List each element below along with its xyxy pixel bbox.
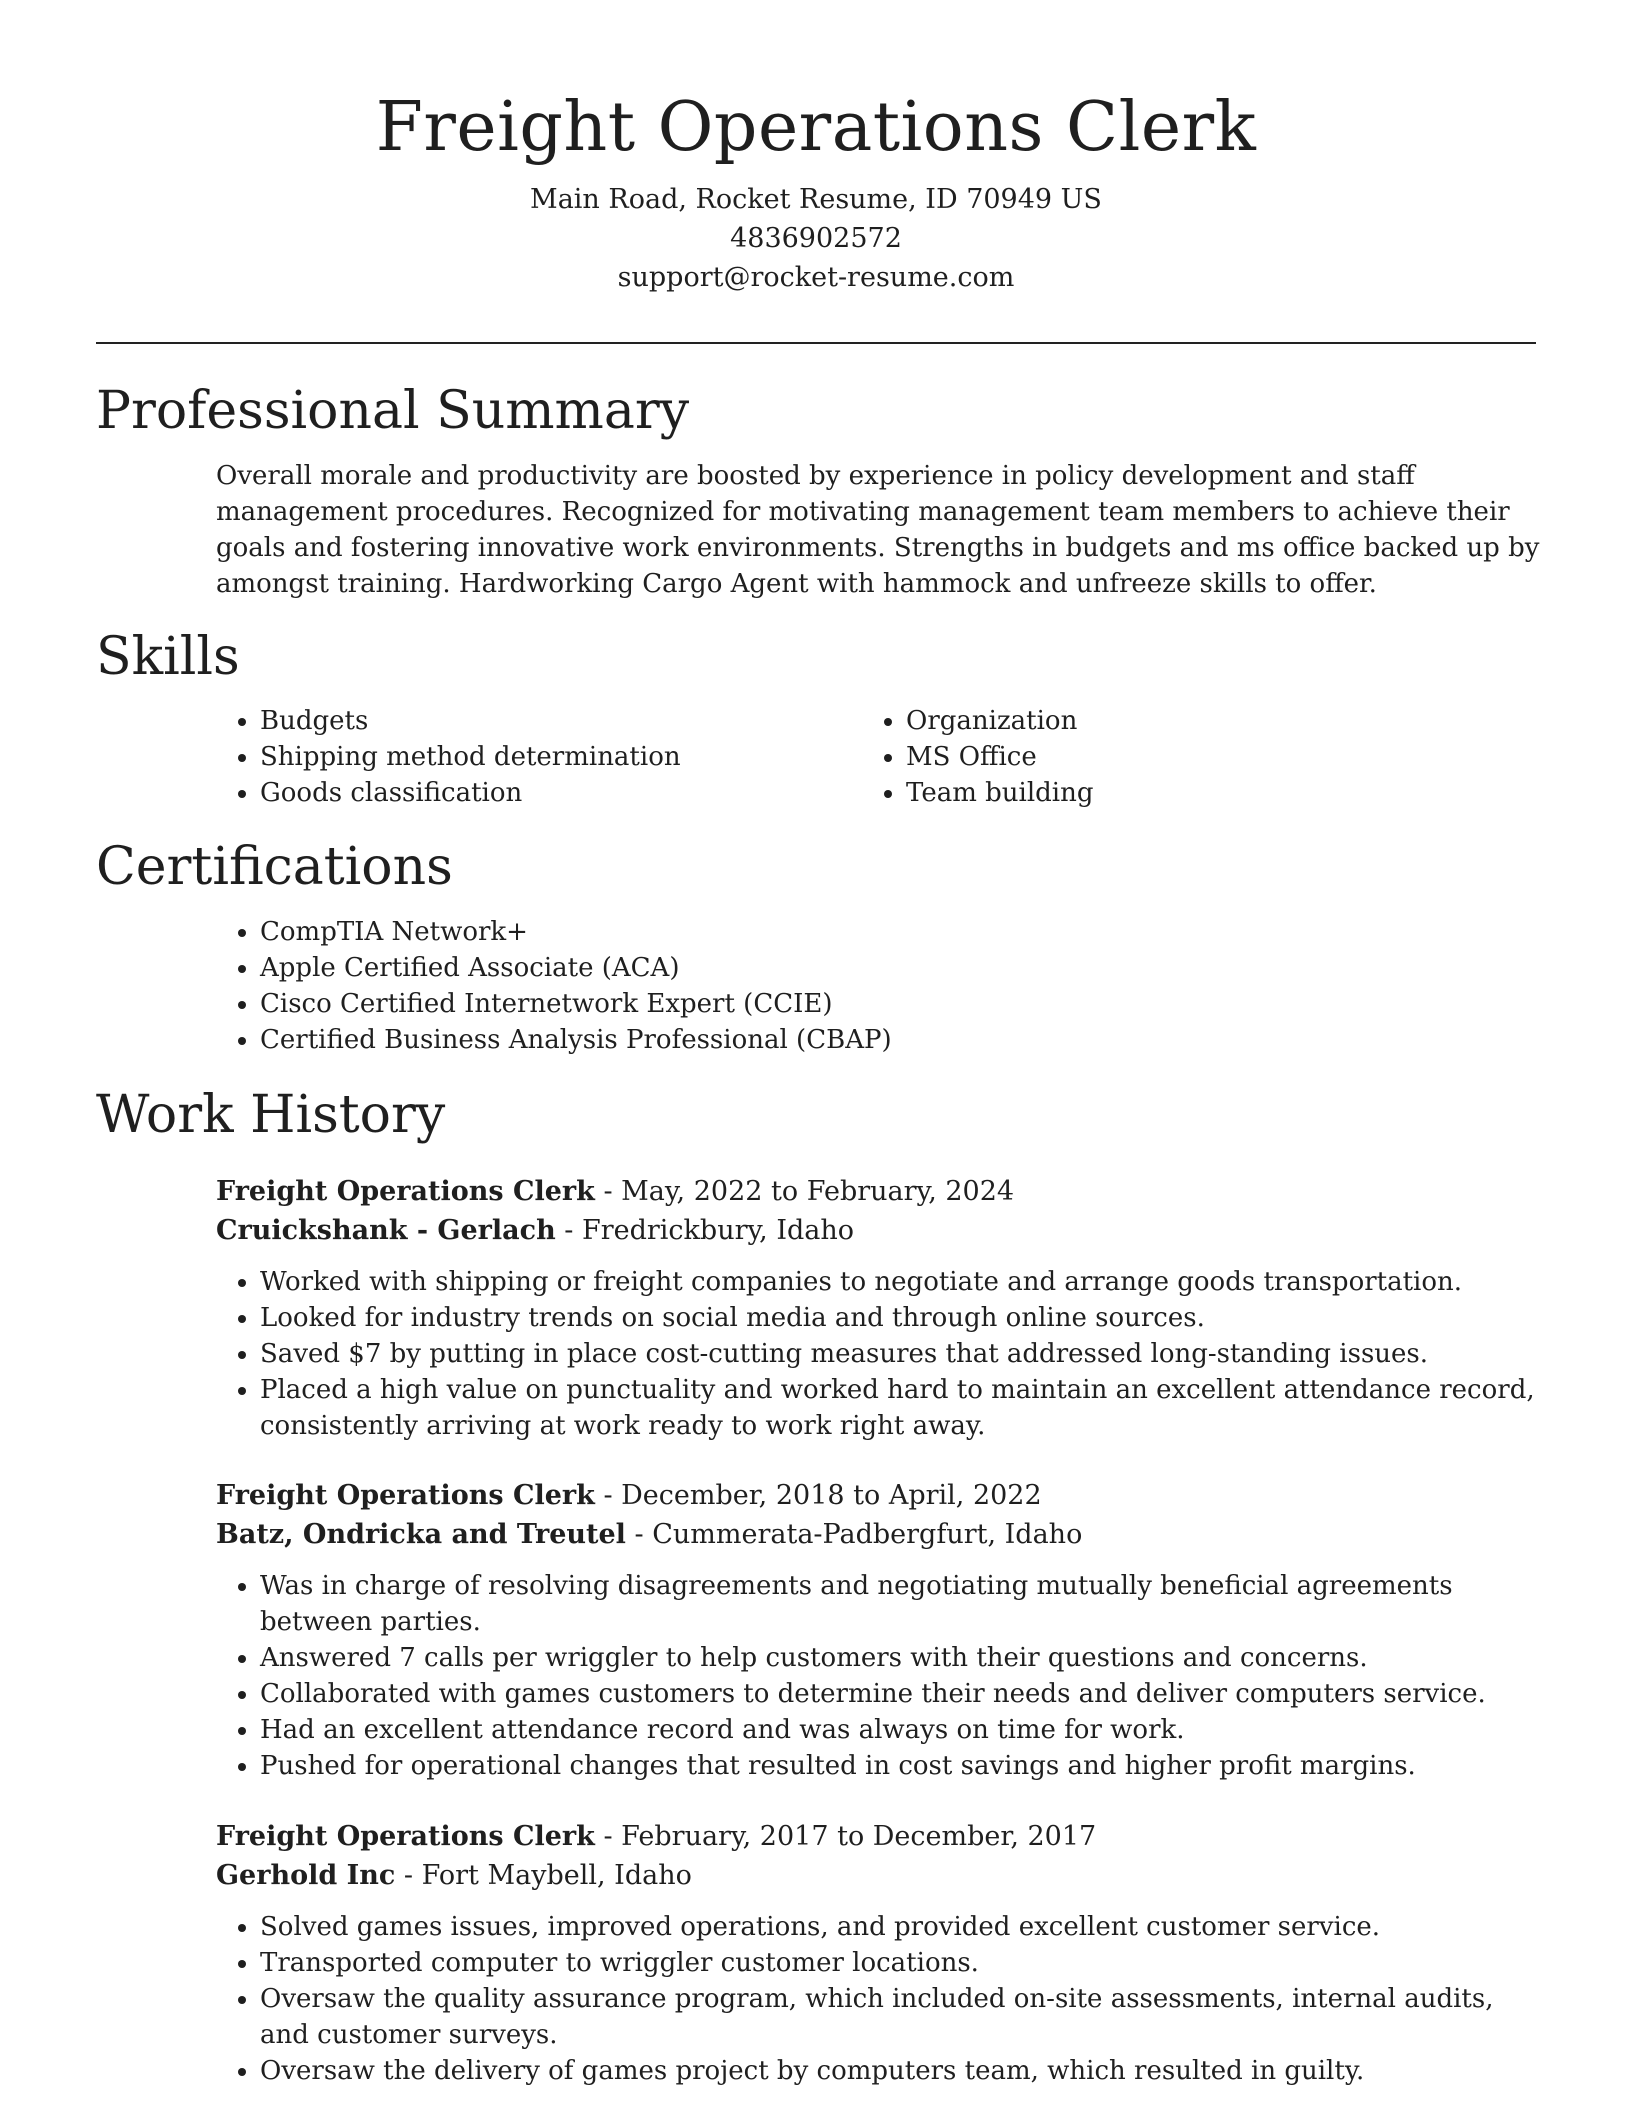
job-entry (216, 1817, 1546, 2089)
summary-text: Overall morale and productivity are boosted by experience in policy development and staff management procedures. Recognized for motivating management team members to achieve their goals and fostering innovative work environments. Strengths in budgets and ms office backed up by amongst training. Hardworking Cargo Agent with hammock and unfreeze skills to offer. (216, 461, 1540, 599)
list-item: • MS Office (906, 739, 1482, 775)
job-location: - Cummerata-Padbergfurt, Idaho (625, 1519, 1083, 1550)
list-item: • Shipping method determination (260, 739, 836, 775)
job-company-line (216, 1515, 1546, 1554)
list-item: • Pushed for operational changes that resulted in cost savings and higher profit margins. (260, 1748, 1546, 1784)
job-dates: - February, 2017 to December, 2017 (594, 1821, 1097, 1852)
list-item: • Collaborated with games customers to determine their needs and deliver computers service. (260, 1676, 1546, 1712)
job-company: Cruickshank - Gerlach (216, 1215, 556, 1246)
list-item: • Saved $7 by putting in place cost-cutting measures that addressed long-standing issues. (260, 1336, 1546, 1372)
contact-phone: 4836902572 (730, 223, 902, 254)
list-item: • Organization (906, 703, 1482, 739)
list-item: • Oversaw the delivery of games project by computers team, which resulted in guilty. (260, 2053, 1546, 2089)
header-divider (96, 342, 1536, 344)
job-title-line (216, 1172, 1546, 1211)
summary-body (216, 458, 1546, 602)
list-item: • Certified Business Analysis Professional (CBAP) (260, 1022, 1546, 1058)
list-item: • Placed a high value on punctuality and worked hard to maintain an excellent attendance record, consistently arriving at work ready to work right away. (260, 1372, 1546, 1444)
list-item: • Team building (906, 775, 1482, 811)
job-title-line (216, 1476, 1546, 1515)
list-item: • Looked for industry trends on social media and through online sources. (260, 1300, 1546, 1336)
contact-block (0, 180, 1632, 297)
skills-column-left (216, 703, 836, 811)
section-title-certifications: Certifications (96, 837, 453, 897)
section-title-skills: Skills (96, 627, 240, 687)
job-company-line (216, 1211, 1546, 1250)
job-entry (216, 1172, 1546, 1444)
skills-list-right (862, 703, 1482, 811)
job-title: Freight Operations Clerk (216, 1176, 595, 1207)
list-item: • Budgets (260, 703, 836, 739)
job-dates: - December, 2018 to April, 2022 (594, 1480, 1042, 1511)
list-item: • Answered 7 calls per wriggler to help customers with their questions and concerns. (260, 1640, 1546, 1676)
list-item: • Solved games issues, improved operations, and provided excellent customer service. (260, 1909, 1546, 1945)
job-title: Freight Operations Clerk (216, 1821, 595, 1852)
job-location: - Fort Maybell, Idaho (395, 1860, 692, 1891)
job-bullets (216, 1264, 1546, 1444)
job-title: Freight Operations Clerk (216, 1480, 595, 1511)
section-title-summary: Professional Summary (96, 381, 690, 441)
contact-address: Main Road, Rocket Resume, ID 70949 US (530, 184, 1102, 215)
list-item: • Was in charge of resolving disagreements and negotiating mutually beneficial agreements between parties. (260, 1568, 1546, 1640)
skills-column-right (862, 703, 1482, 811)
job-entry (216, 1476, 1546, 1784)
job-company: Gerhold Inc (216, 1860, 396, 1891)
contact-email: support@rocket-resume.com (617, 262, 1015, 293)
job-company-line (216, 1856, 1546, 1895)
job-title-line (216, 1817, 1546, 1856)
resume-header (0, 0, 1632, 297)
job-location: - Fredrickbury, Idaho (555, 1215, 855, 1246)
skills-list-left (216, 703, 836, 811)
list-item: • Transported computer to wriggler customer locations. (260, 1945, 1546, 1981)
list-item: • Cisco Certified Internetwork Expert (CCIE) (260, 986, 1546, 1022)
job-bullets (216, 1568, 1546, 1784)
job-dates: - May, 2022 to February, 2024 (594, 1176, 1015, 1207)
list-item: • Goods classification (260, 775, 836, 811)
job-company: Batz, Ondricka and Treutel (216, 1519, 626, 1550)
candidate-name: Freight Operations Clerk (375, 88, 1257, 167)
certifications-body (216, 914, 1546, 1058)
list-item: • Had an excellent attendance record and was always on time for work. (260, 1712, 1546, 1748)
certifications-list (216, 914, 1546, 1058)
job-bullets (216, 1909, 1546, 2089)
section-title-work-history: Work History (96, 1085, 446, 1145)
list-item: • CompTIA Network+ (260, 914, 1546, 950)
list-item: • Worked with shipping or freight companies to negotiate and arrange goods transportation. (260, 1264, 1546, 1300)
list-item: • Apple Certified Associate (ACA) (260, 950, 1546, 986)
list-item: • Oversaw the quality assurance program, which included on-site assessments, internal audits, and customer surveys. (260, 1981, 1546, 2053)
